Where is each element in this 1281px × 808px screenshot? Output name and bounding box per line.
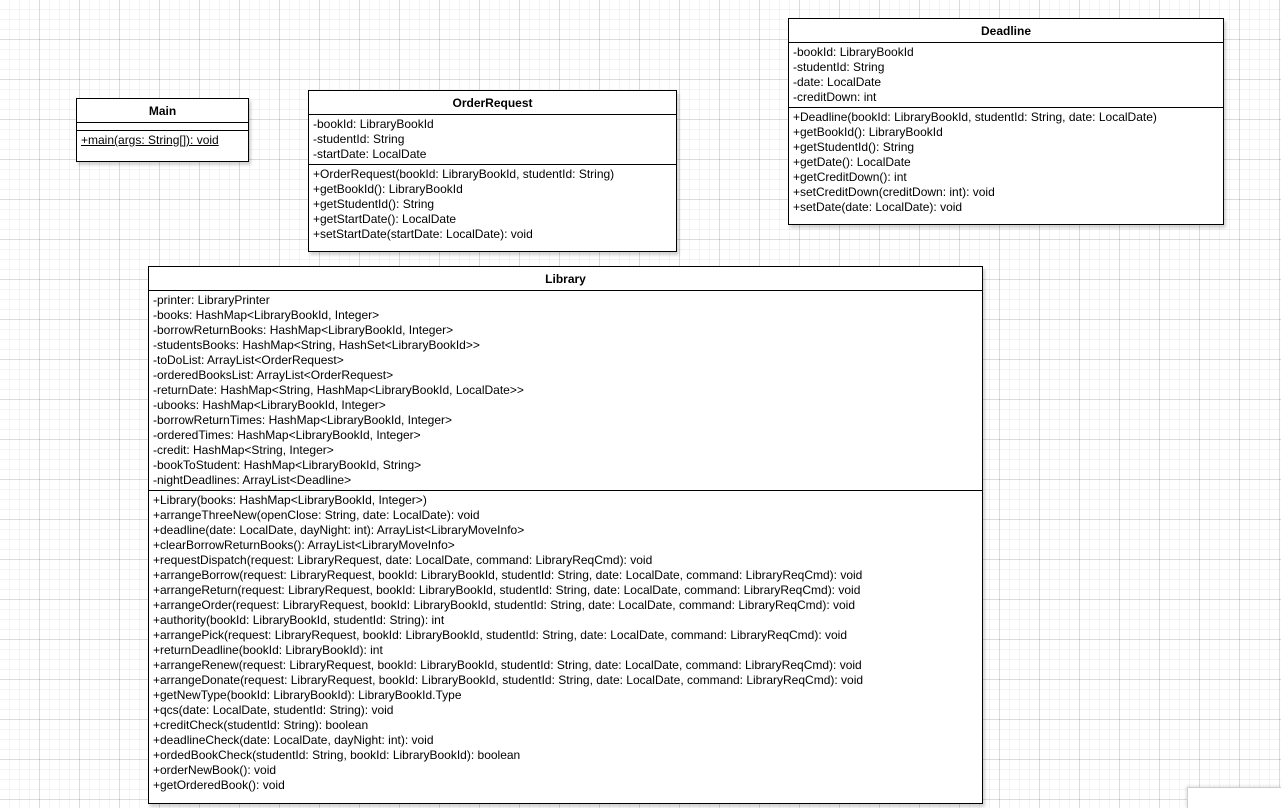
method: +getNewType(bookId: LibraryBookId): LibraryBookId.Type	[153, 688, 462, 702]
method: +getBookId(): LibraryBookId	[793, 125, 943, 139]
method: +arrangeRenew(request: LibraryRequest, bookId: LibraryBookId, studentId: String, date: LocalDate, command: LibraryReqCmd): void	[153, 658, 862, 672]
method: +Deadline(bookId: LibraryBookId, studentId: String, date: LocalDate)	[793, 110, 1157, 124]
class-title: Library	[149, 267, 982, 291]
class-deadline[interactable]	[788, 18, 1224, 225]
method: +getStartDate(): LocalDate	[313, 212, 457, 226]
methods-section	[149, 490, 982, 795]
method: +deadline(date: LocalDate, dayNight: int): ArrayList<LibraryMoveInfo>	[153, 523, 525, 537]
attributes-section	[77, 123, 248, 130]
method: +arrangePick(request: LibraryRequest, bookId: LibraryBookId, studentId: String, date: LocalDate, command: LibraryReqCmd): void	[153, 628, 848, 642]
attribute: -credit: HashMap<String, Integer>	[153, 443, 334, 457]
method: +main(args: String[]): void	[81, 133, 219, 147]
method: +creditCheck(studentId: String): boolean	[153, 718, 369, 732]
attribute: -startDate: LocalDate	[313, 147, 427, 161]
class-main[interactable]	[76, 98, 249, 162]
attribute: -studentsBooks: HashMap<String, HashSet<LibraryBookId>>	[153, 338, 480, 352]
method: +getOrderedBook(): void	[153, 778, 285, 792]
method: +requestDispatch(request: LibraryRequest, date: LocalDate, command: LibraryReqCmd): void	[153, 553, 653, 567]
class-title: Deadline	[789, 19, 1223, 43]
method: +OrderRequest(bookId: LibraryBookId, studentId: String)	[313, 167, 615, 181]
attribute: -nightDeadlines: ArrayList<Deadline>	[153, 473, 352, 487]
attribute: -bookId: LibraryBookId	[793, 45, 914, 59]
method: +setDate(date: LocalDate): void	[793, 200, 963, 214]
method: +deadlineCheck(date: LocalDate, dayNight: int): void	[153, 733, 434, 747]
method: +clearBorrowReturnBooks(): ArrayList<LibraryMoveInfo>	[153, 538, 455, 552]
method: +arrangeThreeNew(openClose: String, date: LocalDate): void	[153, 508, 480, 522]
method: +authority(bookId: LibraryBookId, studentId: String): int	[153, 613, 445, 627]
methods-section	[309, 164, 676, 244]
class-title: OrderRequest	[309, 91, 676, 115]
attribute: -returnDate: HashMap<String, HashMap<LibraryBookId, LocalDate>>	[153, 383, 524, 397]
attribute: -orderedTimes: HashMap<LibraryBookId, Integer>	[153, 428, 421, 442]
method: +arrangeBorrow(request: LibraryRequest, bookId: LibraryBookId, studentId: String, date: LocalDate, command: LibraryReqCmd): void	[153, 568, 863, 582]
method: +getBookId(): LibraryBookId	[313, 182, 463, 196]
method: +getStudentId(): String	[313, 197, 435, 211]
attribute: -borrowReturnBooks: HashMap<LibraryBookId, Integer>	[153, 323, 454, 337]
attributes-section	[149, 291, 982, 490]
attribute: -printer: LibraryPrinter	[153, 293, 270, 307]
attribute: -borrowReturnTimes: HashMap<LibraryBookId, Integer>	[153, 413, 453, 427]
attribute: -studentId: String	[793, 60, 885, 74]
corner-panel[interactable]	[1187, 787, 1281, 808]
attribute: -studentId: String	[313, 132, 405, 146]
method: +Library(books: HashMap<LibraryBookId, Integer>)	[153, 493, 427, 507]
method: +setStartDate(startDate: LocalDate): void	[313, 227, 533, 241]
attribute: -creditDown: int	[793, 90, 877, 104]
method: +arrangeDonate(request: LibraryRequest, bookId: LibraryBookId, studentId: String, date: LocalDate, command: LibraryReqCmd): void	[153, 673, 864, 687]
method: +arrangeReturn(request: LibraryRequest, bookId: LibraryBookId, studentId: String, date: LocalDate, command: LibraryReqCmd): void	[153, 583, 861, 597]
attribute: -bookToStudent: HashMap<LibraryBookId, String>	[153, 458, 422, 472]
attributes-section	[309, 115, 676, 164]
attribute: -books: HashMap<LibraryBookId, Integer>	[153, 308, 380, 322]
class-order-request[interactable]	[308, 90, 677, 252]
method: +getStudentId(): String	[793, 140, 915, 154]
method: +getDate(): LocalDate	[793, 155, 911, 169]
attribute: -orderedBooksList: ArrayList<OrderRequest>	[153, 368, 394, 382]
attribute: -bookId: LibraryBookId	[313, 117, 434, 131]
class-library[interactable]	[148, 266, 983, 804]
methods-section	[789, 107, 1223, 217]
method: +arrangeOrder(request: LibraryRequest, bookId: LibraryBookId, studentId: String, date: LocalDate, command: LibraryReqCmd): void	[153, 598, 856, 612]
methods-section	[77, 130, 248, 150]
method: +returnDeadline(bookId: LibraryBookId): int	[153, 643, 383, 657]
method: +setCreditDown(creditDown: int): void	[793, 185, 995, 199]
attributes-section	[789, 43, 1223, 107]
method: +ordedBookCheck(studentId: String, bookId: LibraryBookId): boolean	[153, 748, 521, 762]
attribute: -date: LocalDate	[793, 75, 882, 89]
method: +qcs(date: LocalDate, studentId: String): void	[153, 703, 394, 717]
method: +orderNewBook(): void	[153, 763, 277, 777]
attribute: -toDoList: ArrayList<OrderRequest>	[153, 353, 344, 367]
method: +getCreditDown(): int	[793, 170, 907, 184]
attribute: -ubooks: HashMap<LibraryBookId, Integer>	[153, 398, 386, 412]
class-title: Main	[77, 99, 248, 123]
